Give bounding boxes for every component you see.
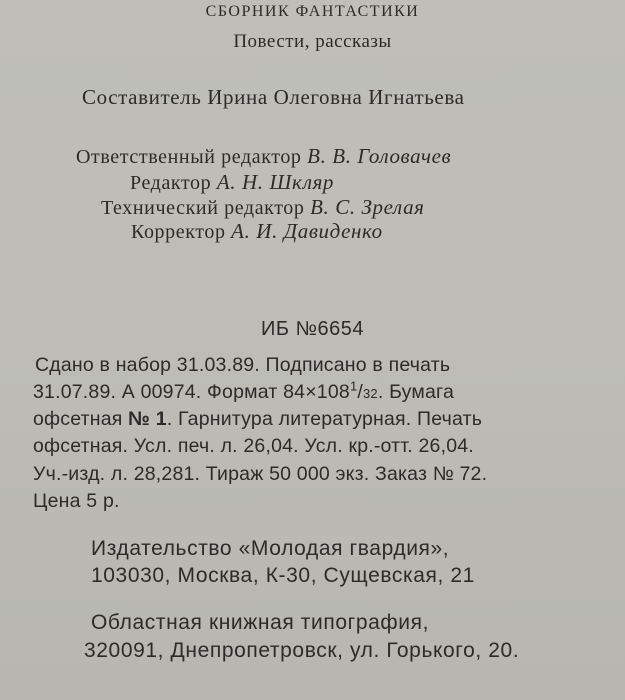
credit-name: А. И. Давиденко bbox=[231, 219, 383, 243]
publisher-name: Издательство «Молодая гвардия», bbox=[91, 537, 450, 560]
compiler-name: Ирина Олеговна Игнатьева bbox=[207, 85, 465, 109]
compiler-line bbox=[82, 87, 465, 108]
imprint-line-6: Цена 5 р. bbox=[33, 490, 120, 512]
imprint-line-2 bbox=[33, 378, 454, 403]
genre-subtitle: Повести, рассказы bbox=[233, 31, 392, 52]
credit-name: В. В. Головачев bbox=[307, 144, 452, 168]
imprint-line-1: Сдано в набор 31.03.89. Подписано в печать bbox=[35, 354, 451, 376]
format-denominator: 32 bbox=[363, 386, 378, 401]
imprint-line-2-tail: . Бумага bbox=[377, 381, 454, 403]
credit-role: Ответственный редактор bbox=[76, 146, 302, 168]
credit-name: В. С. Зрелая bbox=[310, 195, 425, 219]
publisher-address: 103030, Москва, К-30, Сущевская, 21 bbox=[91, 564, 475, 587]
credit-technical-editor bbox=[101, 197, 425, 218]
credit-responsible-editor bbox=[76, 146, 451, 167]
series-title: СБОРНИК ФАНТАСТИКИ bbox=[205, 3, 420, 20]
credit-role: Технический редактор bbox=[101, 197, 305, 219]
format-numerator: 1 bbox=[349, 378, 358, 394]
credit-editor bbox=[130, 172, 334, 193]
printer-address: 320091, Днепропетровск, ул. Горького, 20. bbox=[84, 639, 520, 662]
credit-name: А. Н. Шкляр bbox=[216, 170, 335, 194]
imprint-line-4: офсетная. Усл. печ. л. 26,04. Усл. кр.-отт. 26,04. bbox=[33, 435, 474, 457]
ib-number: ИБ №6654 bbox=[260, 318, 364, 340]
compiler-label: Составитель bbox=[82, 85, 202, 109]
credit-role: Редактор bbox=[130, 172, 212, 194]
paper-number: № 1 bbox=[128, 408, 167, 430]
printer-name: Областная книжная типография, bbox=[91, 611, 430, 634]
format-slash: / bbox=[357, 381, 363, 403]
imprint-line-5: Уч.-изд. л. 28,281. Тираж 50 000 экз. Заказ № 72. bbox=[33, 463, 488, 485]
imprint-line-3-text: офсетная bbox=[33, 408, 129, 430]
imprint-line-2-text: 31.07.89. А 00974. Формат 84×108 bbox=[33, 381, 350, 403]
imprint-line-3-tail: . Гарнитура литературная. Печать bbox=[166, 408, 483, 430]
credit-proofreader bbox=[131, 221, 383, 242]
credit-role: Корректор bbox=[131, 221, 226, 243]
imprint-line-3 bbox=[33, 410, 482, 430]
